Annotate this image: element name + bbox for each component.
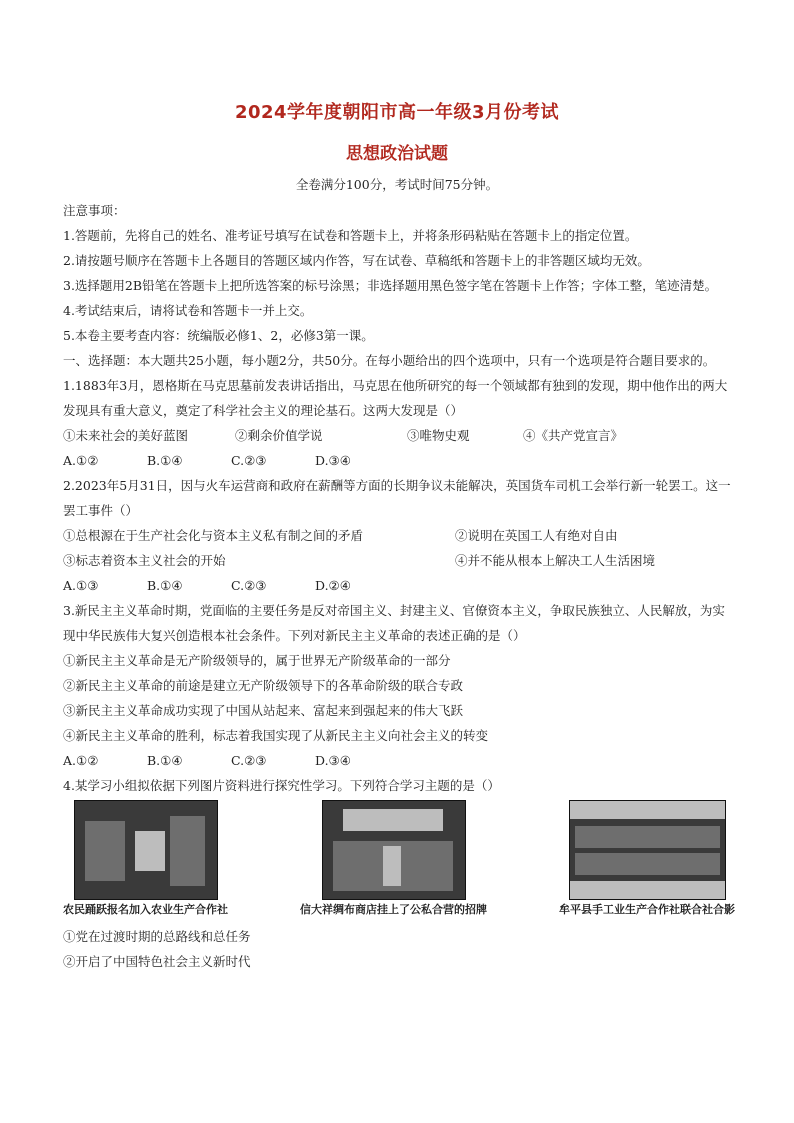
statement-item: ①未来社会的美好蓝图 xyxy=(63,428,189,443)
exam-subject: 思想政治试题 xyxy=(346,144,448,164)
photo-panel xyxy=(300,800,487,922)
choice-c[interactable]: C.②③ xyxy=(231,453,267,468)
question-2-items-row2 xyxy=(63,548,735,573)
statement-item: ④并不能从根本上解决工人生活困境 xyxy=(455,553,656,568)
statement-item: ④新民主主义革命的胜利，标志着我国实现了从新民主主义向社会主义的转变 xyxy=(63,728,489,743)
question-1-choices xyxy=(63,448,735,473)
exam-title: 2024学年度朝阳市高一年级3月份考试 xyxy=(234,102,560,123)
photo-caption: 牟平县手工业生产合作社联合社合影 xyxy=(559,903,735,916)
choice-d[interactable]: D.③④ xyxy=(315,753,351,768)
choice-a[interactable]: A.①② xyxy=(63,753,99,768)
question-3-choices xyxy=(63,748,735,773)
statement-item: ②新民主主义革命的前途是建立无产阶级领导下的各革命阶级的联合专政 xyxy=(63,678,464,693)
choice-d[interactable]: D.②④ xyxy=(315,578,351,593)
question-2-stem: 2.2023年5月31日，因与火车运营商和政府在薪酬等方面的长期争议未能解决，英国货车司机工会举行新一轮罢工。这一罢工事件（） xyxy=(63,478,731,518)
choice-b[interactable]: B.①④ xyxy=(147,453,183,468)
choice-c[interactable]: C.②③ xyxy=(231,753,267,768)
note-item: 2.请按题号顺序在答题卡上各题目的答题区域内作答，写在试卷、草稿纸和答题卡上的非答题区域均无效。 xyxy=(63,253,650,268)
statement-item: ③唯物史观 xyxy=(407,428,470,443)
choice-b[interactable]: B.①④ xyxy=(147,753,183,768)
notes-heading: 注意事项： xyxy=(63,203,126,218)
statement-item: ④《共产党宣言》 xyxy=(523,428,624,443)
section-heading: 一、选择题：本大题共25小题，每小题2分，共50分。在每小题给出的四个选项中，只有一个选项是符合题目要求的。 xyxy=(63,353,716,368)
statement-item: ①党在过渡时期的总路线和总任务 xyxy=(63,929,251,944)
note-item: 5.本卷主要考查内容：统编版必修1、2，必修3第一课。 xyxy=(63,328,374,343)
choice-c[interactable]: C.②③ xyxy=(231,578,267,593)
question-1-items xyxy=(63,423,735,448)
exam-info: 全卷满分100分，考试时间75分钟。 xyxy=(295,177,499,192)
statement-item: ③新民主主义革命成功实现了中国从站起来、富起来到强起来的伟大飞跃 xyxy=(63,703,464,718)
statement-item: ②剩余价值学说 xyxy=(235,428,323,443)
photo-store xyxy=(322,800,466,900)
question-2-choices xyxy=(63,573,735,598)
question-4-photos xyxy=(63,800,735,922)
exam-content xyxy=(63,198,735,974)
statement-item: ①总根源在于生产社会化与资本主义私有制之间的矛盾 xyxy=(63,528,364,543)
question-3-stem: 3.新民主主义革命时期，党面临的主要任务是反对帝国主义、封建主义、官僚资本主义，争取民族独立、人民解放，为实现中华民族伟大复兴创造根本社会条件。下列对新民主主义革命的表述正确的是（） xyxy=(63,603,725,643)
question-4-stem: 4.某学习小组拟依据下列图片资料进行探究性学习。下列符合学习主题的是（） xyxy=(63,778,500,793)
note-item: 3.选择题用2B铅笔在答题卡上把所选答案的标号涂黑；非选择题用黑色签字笔在答题卡上作答；字体工整，笔迹清楚。 xyxy=(63,278,718,293)
note-item: 1.答题前，先将自己的姓名、准考证号填写在试卷和答题卡上，并将条形码粘贴在答题卡上的指定位置。 xyxy=(63,228,638,243)
note-item: 4.考试结束后，请将试卷和答题卡一并上交。 xyxy=(63,303,313,318)
photo-caption: 农民踊跃报名加入农业生产合作社 xyxy=(63,903,228,916)
photo-panel xyxy=(559,800,735,922)
statement-item: ③标志着资本主义社会的开始 xyxy=(63,553,226,568)
question-2-items-row1 xyxy=(63,523,735,548)
statement-item: ②说明在英国工人有绝对自由 xyxy=(455,528,618,543)
photo-caption: 信大祥绸布商店挂上了公私合营的招牌 xyxy=(300,903,487,916)
statement-item: ①新民主主义革命是无产阶级领导的，属于世界无产阶级革命的一部分 xyxy=(63,653,451,668)
statement-item: ②开启了中国特色社会主义新时代 xyxy=(63,954,251,969)
question-1-stem: 1.1883年3月，恩格斯在马克思墓前发表讲话指出，马克思在他所研究的每一个领域都有独到的发现，期中他作出的两大发现具有重大意义，奠定了科学社会主义的理论基石。这两大发现是（） xyxy=(63,378,728,418)
choice-b[interactable]: B.①④ xyxy=(147,578,183,593)
photo-farmers xyxy=(74,800,218,900)
choice-d[interactable]: D.③④ xyxy=(315,453,351,468)
photo-group xyxy=(569,800,726,900)
choice-a[interactable]: A.①③ xyxy=(63,578,99,593)
photo-panel xyxy=(63,800,228,922)
choice-a[interactable]: A.①② xyxy=(63,453,99,468)
